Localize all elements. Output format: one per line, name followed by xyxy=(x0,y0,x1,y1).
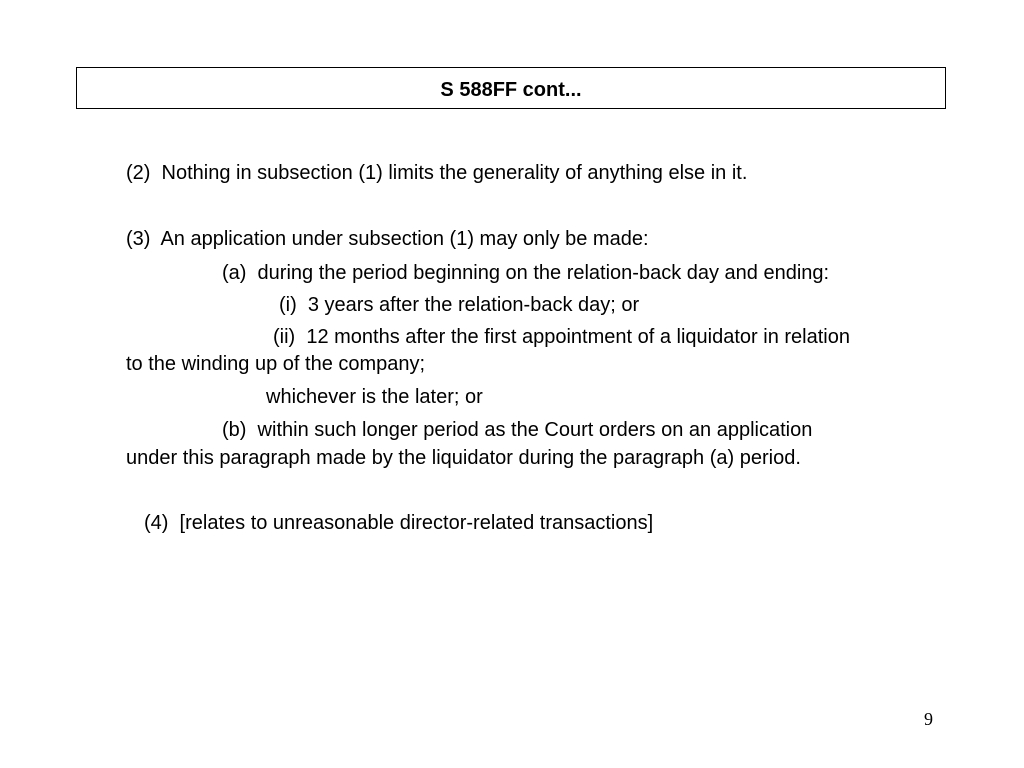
whichever-clause: whichever is the later; or xyxy=(266,386,483,408)
paragraph-3: (3) An application under subsection (1) may only be made: xyxy=(126,228,649,250)
paragraph-2: (2) Nothing in subsection (1) limits the generality of anything else in it. xyxy=(126,162,748,184)
paragraph-3a-ii: (ii) 12 months after the first appointment of a liquidator in relation xyxy=(273,326,850,348)
paragraph-3a-i: (i) 3 years after the relation-back day; or xyxy=(279,294,640,316)
paragraph-3b: (b) within such longer period as the Court orders on an application xyxy=(222,419,813,441)
paragraph-3b-continued: under this paragraph made by the liquidator during the paragraph (a) period. xyxy=(126,447,801,469)
slide-title-box xyxy=(76,67,946,109)
page-number: 9 xyxy=(924,709,933,729)
paragraph-3a: (a) during the period beginning on the relation-back day and ending: xyxy=(222,262,830,284)
paragraph-3a-ii-continued: to the winding up of the company; xyxy=(126,353,426,375)
paragraph-4: (4) [relates to unreasonable director-related transactions] xyxy=(144,512,654,534)
slide-title: S 588FF cont... xyxy=(440,78,582,101)
